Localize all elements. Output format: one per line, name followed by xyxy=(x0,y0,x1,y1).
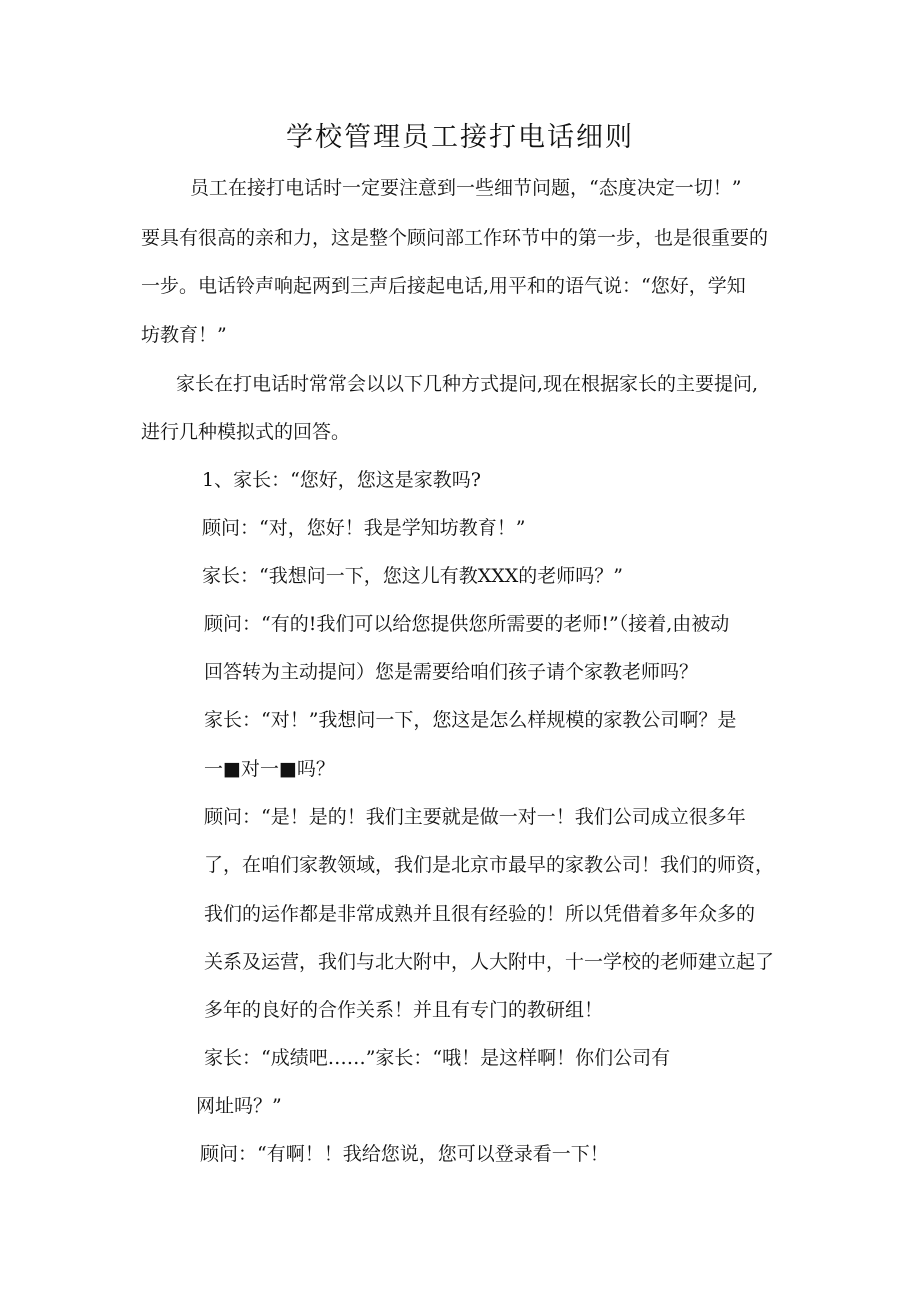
dialogue-line-4: 顾问：“有的!我们可以给您提供您所需要的老师!”（接着,由被动 xyxy=(204,613,730,635)
document-title: 学校管理员工接打电话细则 xyxy=(286,122,634,153)
dialogue-line-3: 家长：“我想问一下，您这儿有教XXX的老师吗？” xyxy=(202,565,624,587)
paragraph-line-2: 要具有很高的亲和力，这是整个顾问部工作环节中的第一步，也是很重要的 xyxy=(141,227,769,249)
dialogue-line-6: 家长：“对！”我想问一下，您这是怎么样规模的家教公司啊？是 xyxy=(204,709,737,731)
dialogue-line-8: 顾问：“是！是的！我们主要就是做一对一！我们公司成立很多年 xyxy=(204,806,746,828)
dialogue-line-14: 网址吗？” xyxy=(196,1095,282,1117)
paragraph-line-6: 进行几种模拟式的回答。 xyxy=(141,421,351,443)
dialogue-line-10: 我们的运作都是非常成熟并且很有经验的！所以凭借着多年众多的 xyxy=(204,903,756,925)
dialogue-line-7: 一■对一■吗？ xyxy=(204,758,335,780)
dialogue-line-2: 顾问：“对，您好！我是学知坊教育！” xyxy=(202,517,526,539)
dialogue-line-9: 了，在咱们家教领域，我们是北京市最早的家教公司！我们的师资， xyxy=(204,854,775,876)
paragraph-line-4: 坊教育！” xyxy=(141,324,227,346)
paragraph-line-5: 家长在打电话时常常会以以下几种方式提问,现在根据家长的主要提问, xyxy=(176,373,759,395)
dialogue-line-5: 回答转为主动提问）您是需要给咱们孩子请个家教老师吗？ xyxy=(204,661,699,683)
paragraph-line-1: 员工在接打电话时一定要注意到一些细节问题，“态度决定一切！” xyxy=(190,177,742,199)
dialogue-line-12: 多年的良好的合作关系！并且有专门的教研组！ xyxy=(204,999,604,1021)
dialogue-line-13: 家长：“成绩吧……”家长：“哦！是这样啊！你们公司有 xyxy=(204,1047,671,1069)
paragraph-line-3: 一步。电话铃声响起两到三声后接起电话,用平和的语气说：“您好，学知 xyxy=(141,275,746,297)
dialogue-line-1: 1、家长：“您好，您这是家教吗? xyxy=(202,469,481,491)
dialogue-line-11: 关系及运营，我们与北大附中，人大附中，十一学校的老师建立起了 xyxy=(204,951,775,973)
dialogue-line-15: 顾问：“有啊！！我给您说，您可以登录看一下！ xyxy=(200,1143,609,1165)
